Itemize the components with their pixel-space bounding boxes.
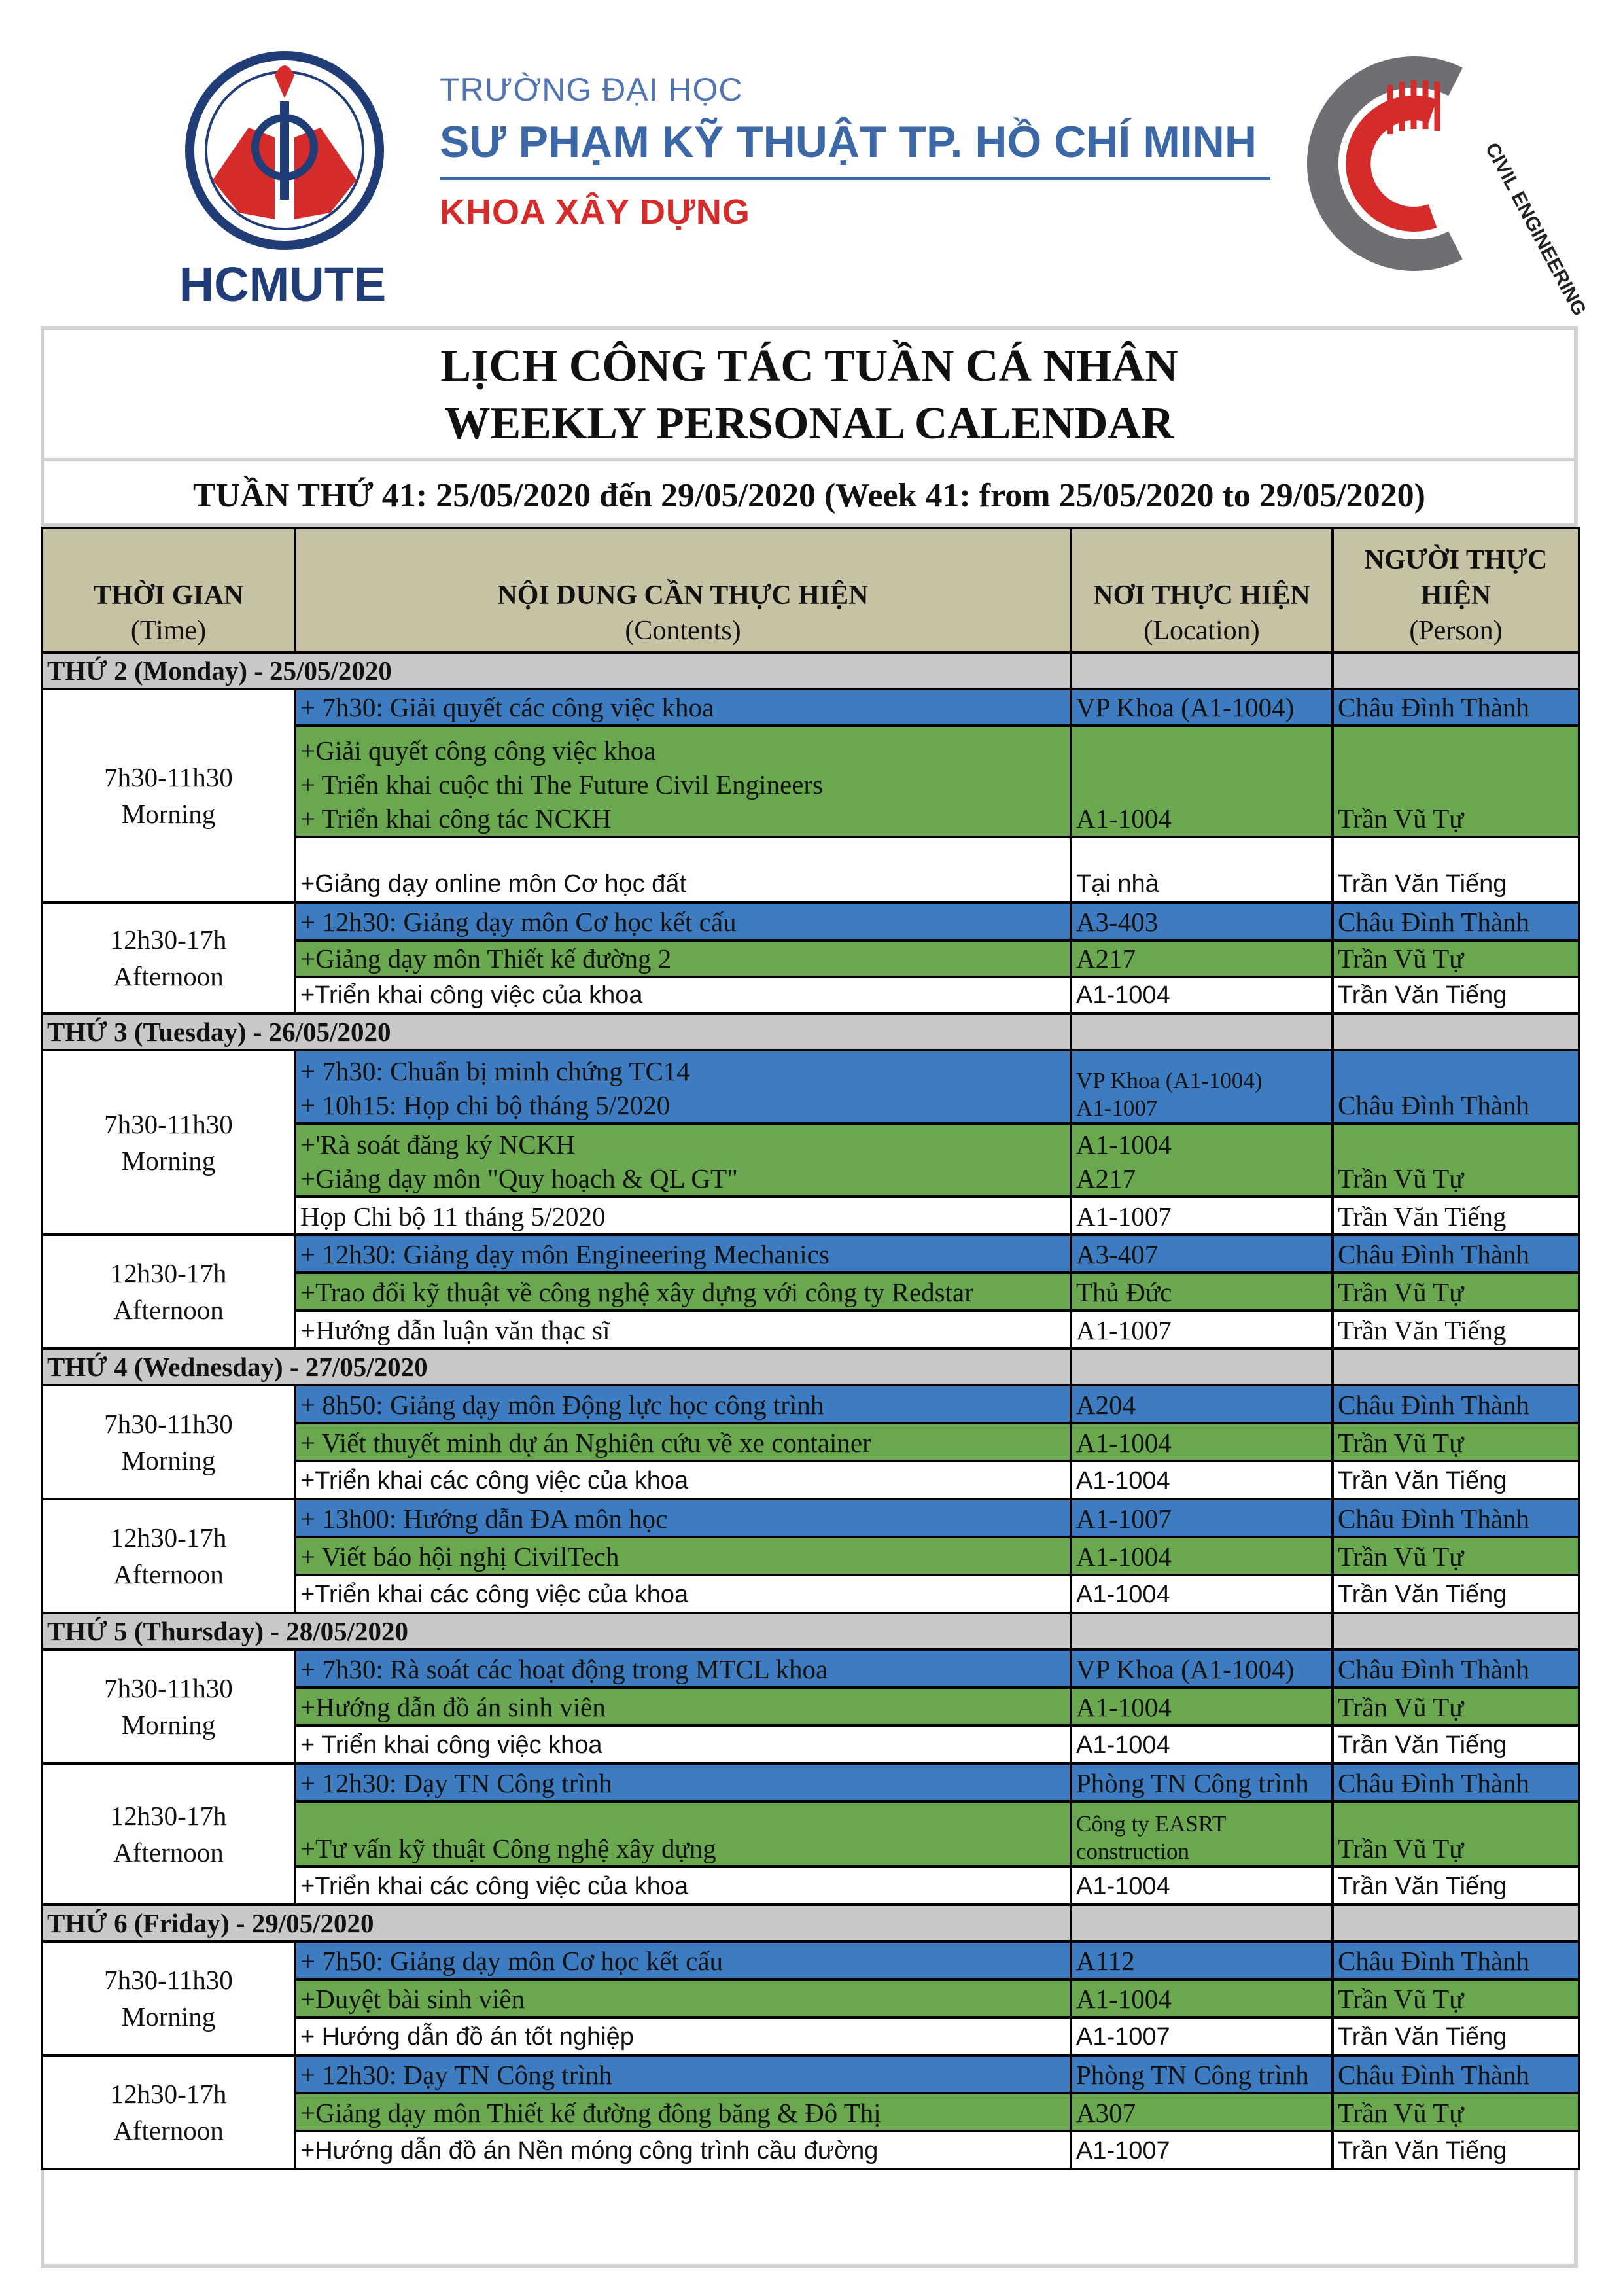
university-line-2: SƯ PHẠM KỸ THUẬT TP. HỒ CHÍ MINH [440,117,1257,167]
location-cell: A1-1007 [1071,1499,1333,1537]
slot-label: Morning [121,1445,216,1475]
person-cell: Châu Đình Thành [1333,1499,1579,1537]
slot-time: 7h30-11h30 [104,1109,233,1139]
location-cell: Tại nhà [1071,837,1333,902]
location-cell: VP Khoa (A1-1004) [1071,1650,1333,1687]
content-cell: + Viết thuyết minh dự án Nghiên cứu về xe container [295,1423,1071,1461]
location-cell: A217 [1071,940,1333,977]
content-cell: +Hướng dẫn đồ án sinh viên [295,1687,1071,1725]
faculty-name: KHOA XÂY DỰNG [440,192,750,232]
table-row [42,1385,1579,1423]
content-cell: +Triển khai công việc của khoa [295,977,1071,1014]
person-cell: Châu Đình Thành [1333,1941,1579,1979]
table-row [42,1499,1579,1537]
person-cell: Trần Văn Tiếng [1333,2131,1579,2169]
day-label: THỨ 5 (Thursday) - 28/05/2020 [42,1613,1071,1650]
person-cell: Trần Văn Tiếng [1333,2017,1579,2055]
person-cell: Châu Đình Thành [1333,2055,1579,2093]
location-cell: A1-1004 [1071,1687,1333,1725]
day-label: THỨ 6 (Friday) - 29/05/2020 [42,1905,1071,1941]
location-cell: A1-1004 [1071,977,1333,1014]
table-row [42,2055,1579,2093]
content-cell: +Giảng dạy online môn Cơ học đất [295,837,1071,902]
morning-time-cell [42,1941,295,2055]
day-empty-cell [1071,1905,1333,1941]
page-header [0,0,1623,321]
schedule-body [42,652,1579,2169]
person-cell: Trần Vũ Tự [1333,2093,1579,2131]
content-cell: + Hướng dẫn đồ án tốt nghiệp [295,2017,1071,2055]
slot-label: Morning [121,1710,216,1740]
location-cell: A112 [1071,1941,1333,1979]
content-cell: +Triển khai các công việc của khoa [295,1575,1071,1613]
slot-label: Morning [121,799,216,829]
day-empty-cell [1071,1613,1333,1650]
person-cell: Trần Văn Tiếng [1333,1311,1579,1349]
person-cell: Trần Vũ Tự [1333,1979,1579,2017]
person-cell: Trần Văn Tiếng [1333,837,1579,902]
location-cell: A1-1004 [1071,1461,1333,1499]
slot-label: Morning [121,1146,216,1176]
content-cell: Họp Chi bộ 11 tháng 5/2020 [295,1197,1071,1235]
table-row [42,1650,1579,1687]
afternoon-time-cell [42,1763,295,1905]
content-cell: +Giải quyết công công việc khoa + Triển khai cuộc thi The Future Civil Engineers + Triển khai công tác NCKH [295,726,1071,837]
slot-label: Morning [121,2002,216,2032]
table-row [42,1050,1579,1123]
title-separator [41,458,1578,461]
content-cell: +Hướng dẫn luận văn thạc sĩ [295,1311,1071,1349]
location-cell: A1-1007 [1071,1197,1333,1235]
person-cell: Châu Đình Thành [1333,1385,1579,1423]
table-row [42,902,1579,940]
day-empty-cell [1333,1905,1579,1941]
hcmute-logo [177,49,393,252]
person-cell: Châu Đình Thành [1333,1235,1579,1273]
content-cell: + 12h30: Giảng dạy môn Cơ học kết cấu [295,902,1071,940]
content-cell: +Triển khai các công việc của khoa [295,1461,1071,1499]
location-cell: A1-1007 [1071,2017,1333,2055]
day-header-row [42,1905,1579,1941]
location-cell: A1-1004 [1071,1979,1333,2017]
morning-time-cell [42,1385,295,1499]
afternoon-time-cell [42,1235,295,1349]
person-cell: Trần Văn Tiếng [1333,1867,1579,1905]
content-cell: + Triển khai công việc khoa [295,1725,1071,1763]
logo-text: HCMUTE [179,257,387,311]
morning-time-cell [42,1050,295,1235]
day-header-row [42,1613,1579,1650]
slot-label: Afternoon [113,1295,224,1325]
content-cell: + 12h30: Giảng dạy môn Engineering Mechanics [295,1235,1071,1273]
week-range: TUẦN THỨ 41: 25/05/2020 đến 29/05/2020 (Week 41: from 25/05/2020 to 29/05/2020) [193,477,1425,514]
slot-time: 12h30-17h [110,1258,227,1288]
location-cell: A3-403 [1071,902,1333,940]
person-cell: Châu Đình Thành [1333,1050,1579,1123]
day-empty-cell [1071,1014,1333,1050]
day-empty-cell [1071,652,1333,689]
location-cell: A3-407 [1071,1235,1333,1273]
location-cell: Phòng TN Công trình [1071,1763,1333,1801]
day-label: THỨ 4 (Wednesday) - 27/05/2020 [42,1349,1071,1385]
person-cell: Châu Đình Thành [1333,689,1579,726]
title-vietnamese: LỊCH CÔNG TÁC TUẦN CÁ NHÂN [440,341,1178,391]
location-cell: A1-1004 [1071,1575,1333,1613]
person-cell: Trần Văn Tiếng [1333,1197,1579,1235]
location-cell: A1-1004 [1071,726,1333,837]
slot-label: Afternoon [113,1559,224,1589]
content-cell: + 12h30: Dạy TN Công trình [295,1763,1071,1801]
person-cell: Trần Vũ Tự [1333,1123,1579,1197]
day-header-row [42,1014,1579,1050]
content-cell: +Tư vấn kỹ thuật Công nghệ xây dựng [295,1801,1071,1867]
person-cell: Châu Đình Thành [1333,1650,1579,1687]
slot-time: 7h30-11h30 [104,1965,233,1995]
person-cell: Trần Vũ Tự [1333,1423,1579,1461]
afternoon-time-cell [42,902,295,1014]
slot-time: 12h30-17h [110,2079,227,2109]
location-cell: VP Khoa (A1-1004) A1-1007 [1071,1050,1333,1123]
table-row [42,689,1579,726]
content-cell: + 12h30: Dạy TN Công trình [295,2055,1071,2093]
table-header-row [42,528,1579,652]
day-label: THỨ 2 (Monday) - 25/05/2020 [42,652,1071,689]
slot-label: Afternoon [113,2115,224,2146]
content-cell: +Giảng dạy môn Thiết kế đường 2 [295,940,1071,977]
location-cell: A1-1004 A217 [1071,1123,1333,1197]
person-cell: Trần Văn Tiếng [1333,977,1579,1014]
content-cell: + 7h50: Giảng dạy môn Cơ học kết cấu [295,1941,1071,1979]
civil-engineering-logo [1292,56,1591,320]
day-empty-cell [1333,1014,1579,1050]
content-cell: + 13h00: Hướng dẫn ĐA môn học [295,1499,1071,1537]
content-cell: + Viết báo hội nghị CivilTech [295,1537,1071,1575]
content-cell: + 7h30: Chuẩn bị minh chứng TC14 + 10h15: Họp chi bộ tháng 5/2020 [295,1050,1071,1123]
person-cell: Châu Đình Thành [1333,902,1579,940]
slot-label: Afternoon [113,1837,224,1867]
location-cell: A1-1004 [1071,1725,1333,1763]
content-cell: +'Rà soát đăng ký NCKH +Giảng dạy môn "Quy hoạch & QL GT" [295,1123,1071,1197]
day-header-row [42,652,1579,689]
content-cell: +Duyệt bài sinh viên [295,1979,1071,2017]
person-cell: Trần Vũ Tự [1333,1537,1579,1575]
slot-time: 12h30-17h [110,1801,227,1831]
slot-time: 12h30-17h [110,925,227,955]
day-header-row [42,1349,1579,1385]
person-cell: Trần Văn Tiếng [1333,1461,1579,1499]
col-header-person: NGƯỜI THỰC HIỆN (Person) [1333,528,1579,652]
person-cell: Trần Văn Tiếng [1333,1575,1579,1613]
col-header-location: NƠI THỰC HIỆN (Location) [1071,528,1333,652]
schedule-table [41,527,1580,2170]
person-cell: Trần Vũ Tự [1333,940,1579,977]
title-block [41,326,1578,460]
content-cell: + 7h30: Giải quyết các công việc khoa [295,689,1071,726]
person-cell: Trần Vũ Tự [1333,1801,1579,1867]
afternoon-time-cell [42,2055,295,2169]
university-line-1: TRƯỜNG ĐẠI HỌC [440,71,743,108]
person-cell: Châu Đình Thành [1333,1763,1579,1801]
day-empty-cell [1333,1613,1579,1650]
table-row [42,1941,1579,1979]
location-cell: Phòng TN Công trình [1071,2055,1333,2093]
day-empty-cell [1333,652,1579,689]
content-cell: +Trao đổi kỹ thuật về công nghệ xây dựng với công ty Redstar [295,1273,1071,1311]
location-cell: A1-1007 [1071,2131,1333,2169]
col-header-contents: NỘI DUNG CẦN THỰC HIỆN (Contents) [295,528,1071,652]
content-cell: + 7h30: Rà soát các hoạt động trong MTCL khoa [295,1650,1071,1687]
morning-time-cell [42,689,295,902]
col-header-time: THỜI GIAN (Time) [42,528,295,652]
day-empty-cell [1071,1349,1333,1385]
location-cell: A1-1004 [1071,1423,1333,1461]
slot-time: 7h30-11h30 [104,762,233,792]
location-cell: A1-1004 [1071,1867,1333,1905]
content-cell: +Hướng dẫn đồ án Nền móng công trình cầu đường [295,2131,1071,2169]
person-cell: Trần Vũ Tự [1333,1273,1579,1311]
slot-label: Afternoon [113,961,224,991]
slot-time: 7h30-11h30 [104,1673,233,1703]
morning-time-cell [42,1650,295,1763]
title-english: WEEKLY PERSONAL CALENDAR [444,398,1174,449]
header-rule [440,177,1270,180]
content-cell: +Giảng dạy môn Thiết kế đường đông băng & Đô Thị [295,2093,1071,2131]
logo-right-text: CIVIL ENGINEERING [1480,139,1591,320]
location-cell: A307 [1071,2093,1333,2131]
day-empty-cell [1333,1349,1579,1385]
table-row [42,1763,1579,1801]
slot-time: 7h30-11h30 [104,1409,233,1439]
person-cell: Trần Vũ Tự [1333,1687,1579,1725]
location-cell: Thủ Đức [1071,1273,1333,1311]
day-label: THỨ 3 (Tuesday) - 26/05/2020 [42,1014,1071,1050]
content-cell: + 8h50: Giảng dạy môn Động lực học công trình [295,1385,1071,1423]
table-row [42,1235,1579,1273]
location-cell: Công ty EASRT construction [1071,1801,1333,1867]
location-cell: A1-1004 [1071,1537,1333,1575]
content-cell: +Triển khai các công việc của khoa [295,1867,1071,1905]
person-cell: Trần Vũ Tự [1333,726,1579,837]
slot-time: 12h30-17h [110,1523,227,1553]
location-cell: A1-1007 [1071,1311,1333,1349]
location-cell: A204 [1071,1385,1333,1423]
person-cell: Trần Văn Tiếng [1333,1725,1579,1763]
afternoon-time-cell [42,1499,295,1613]
location-cell: VP Khoa (A1-1004) [1071,689,1333,726]
